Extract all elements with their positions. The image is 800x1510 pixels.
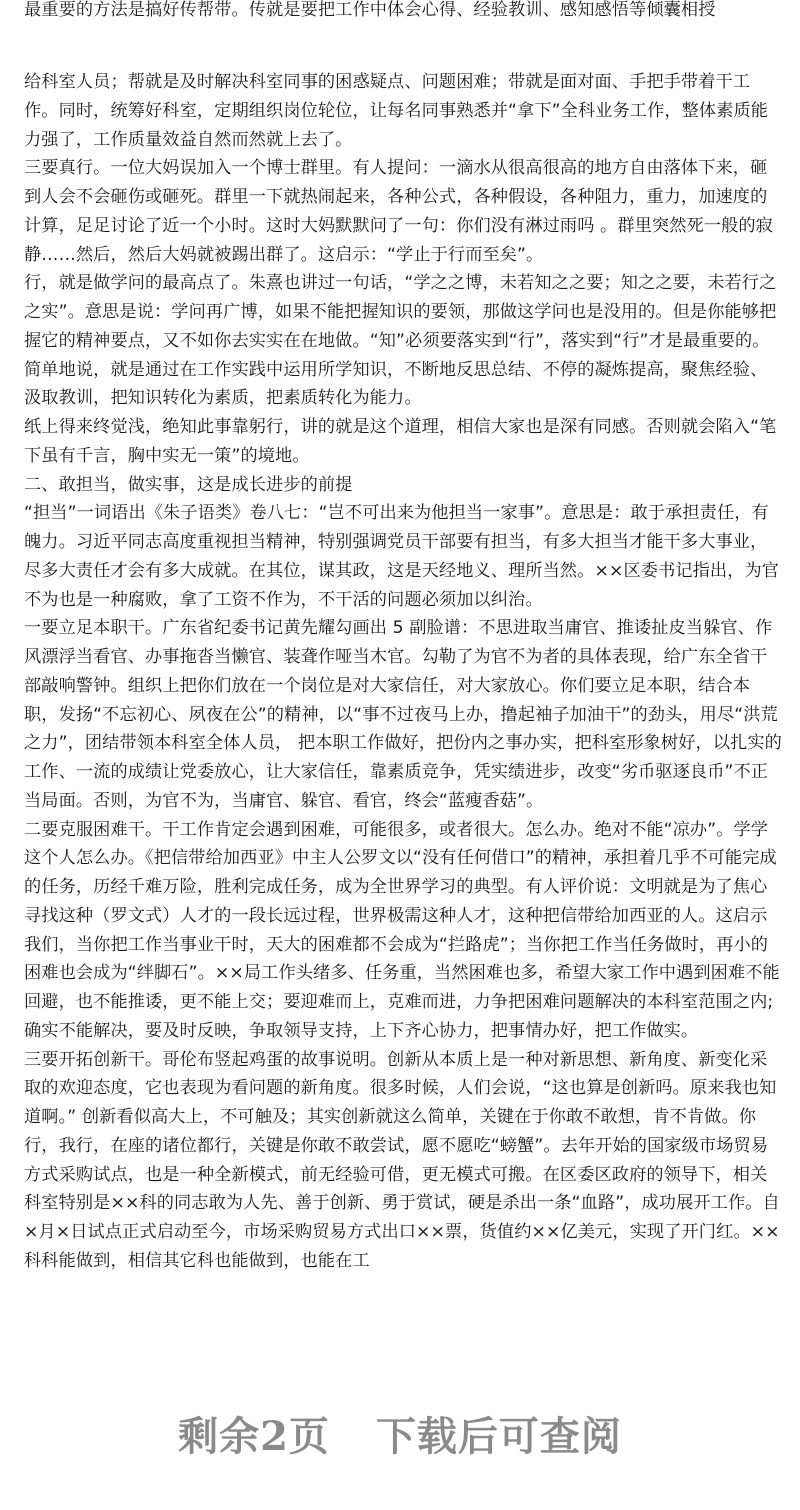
- download-hint-label: 下载后可查阅: [375, 1413, 622, 1460]
- paragraph-innovate: 三要开拓创新干。哥伦布竖起鸡蛋的故事说明。创新从本质上是一种对新思想、新角度、新变化采取的欢迎态度，它也表现为看问题的新角度。很多时候，人们会说，“这也算是创新吗。原来我也知道啊。” 创新看似高大上，不可触及；其实创新就这么简单，关键在于你敢不敢想，肯不肯做。你行，我行，在座的诸位都行，关键是你敢不敢尝试，愿不愿吃“螃蟹”。去年开始的国家级市场贸易方式采购试点，也是一种全新模式，前无经验可借，更无模式可搬。在区委区政府的领导下，相关科室特别是××科的同志敢为人先、善于创新、勇于赏试，硬是杀出一条“血路”，成功展开工作。自×月×日试点正式启动至今，市场采购贸易方式出口××票，货值约××亿美元，实现了开门红。××科科能做到，相信其它科也能做到，也能在工: [24, 1049, 780, 1271]
- paragraph-paper-knowledge: 纸上得来终觉浅，绝知此事靠躬行，讲的就是这个道理，相信大家也是深有同感。否则就会陷入“笔下虽有千言，胸中实无一策”的境地。: [24, 417, 777, 466]
- paragraph-action-importance: 行，就是做学问的最高点了。朱熹也讲过一句话，“学之之博，未若知之之要；知之之要，未若行之之实”。意思是说：学问再广博，如果不能把握知识的要领，那做这学问也是没用的。但是你能够把握它的精神要点，又不如你去实实在在地做。“知”必须要落实到“行”，落实到“行”才是最重要的。简单地说，就是通过在工作实践中运用所学知识，不断地反思总结、不停的凝炼提高，聚焦经验、汲取教训，把知识转化为素质，把素质转化为能力。: [24, 273, 777, 409]
- paragraph-overcome-difficulties: 二要克服困难干。干工作肯定会遇到困难，可能很多，或者很大。怎么办。绝对不能“凉办”。学学这个人怎么办。《把信带给加西亚》中主人公罗文以“没有任何借口”的精神，承担着几乎不可能完成的任务，历经千难万险，胜利完成任务，成为全世界学习的典型。有人评价说：文明就是为了焦心寻找这种（罗文式）人才的一段长远过程，世界极需这种人才，这种把信带给加西亚的人。这启示我们，当你把工作当事业干时，天大的困难都不会成为“拦路虎”；当你把工作当任务做时，再小的困难也会成为“绊脚石”。××局工作头绪多、任务重，当然困难也多，希望大家工作中遇到困难不能回避，也不能推诿，更不能上交；要迎难而上，克难而进，力争把困难问题解决的本科室范围之内;确实不能解决，要及时反映，争取领导支持，上下齐心协力，把事情办好，把工作做实。: [24, 819, 780, 1041]
- partial-top-line: 最重要的方法是搞好传帮带。传就是要把工作中体会心得、经验教训、感知感悟等倾囊相授: [24, 0, 716, 20]
- paragraph-pass-on-help-lead: 给科室人员；帮就是及时解决科室同事的困惑疑点、问题困难；带就是面对面、手把手带着干工作。同时，统筹好科室，定期组织岗位轮位，让每名同事熟悉并“拿下”全科业务工作，整体素质能力强了，工作质量效益自然而然就上去了。: [24, 72, 769, 150]
- download-prompt-banner[interactable]: [0, 1405, 800, 1462]
- section-heading-responsibility: 二、敢担当，做实事，这是成长进步的前提: [24, 474, 353, 495]
- document-body: [24, 68, 784, 1276]
- remaining-pages-label: 剩余2页: [178, 1413, 330, 1460]
- paragraph-truly-practice: 三要真行。一位大妈误加入一个博士群里。有人提问：一滴水从很高很高的地方自由落体下来，砸到人会不会砸伤或砸死。群里一下就热闹起来，各种公式，各种假设，各种阻力，重力，加速度的计算，足足讨论了近一个小时。这时大妈默默问了一句：你们没有淋过雨吗 。群里突然死一般的寂静……然后，然后大妈就被踢出群了。这启示：“学止于行而至矣”。: [24, 158, 773, 265]
- paragraph-responsibility-origin: “担当”一词语出《朱子语类》卷八七：“岂不可出来为他担当一家事”。意思是：敢于承担责任，有魄力。习近平同志高度重视担当精神，特别强调党员干部要有担当，有多大担当才能干多大事业，尽多大责任才会有多大成就。在其位，谋其政，这是天经地义、理所当然。××区委书记指出，为官不为也是一种腐败，拿了工资不作为，不干活的问题必须加以纠治。: [24, 503, 780, 610]
- paragraph-work-at-post: 一要立足本职干。广东省纪委书记黄先耀勾画出 5 副脸谱：不思进取当庸官、推诿扯皮当躲官、作风漂浮当看官、办事拖沓当懒官、装聋作哑当木官。勾勒了为官不为者的具体表现，给广东全省干部敲响警钟。组织上把你们放在一个岗位是对大家信任，对大家放心。你们要立足本职，结合本职，发扬“不忘初心、夙夜在公”的精神，以“事不过夜马上办，撸起袖子加油干”的劲头，用尽“洪荒之力”，团结带领本科室全体人员， 把本职工作做好，把份内之事办实，把科室形象树好，以扎实的工作、一流的成绩让党委放心，让大家信任，靠素质竞争，凭实绩进步，改变“劣币驱逐良币”不正当局面。否则，为官不为，当庸官、躲官、看官，终会“蓝瘦香菇”。: [24, 618, 782, 811]
